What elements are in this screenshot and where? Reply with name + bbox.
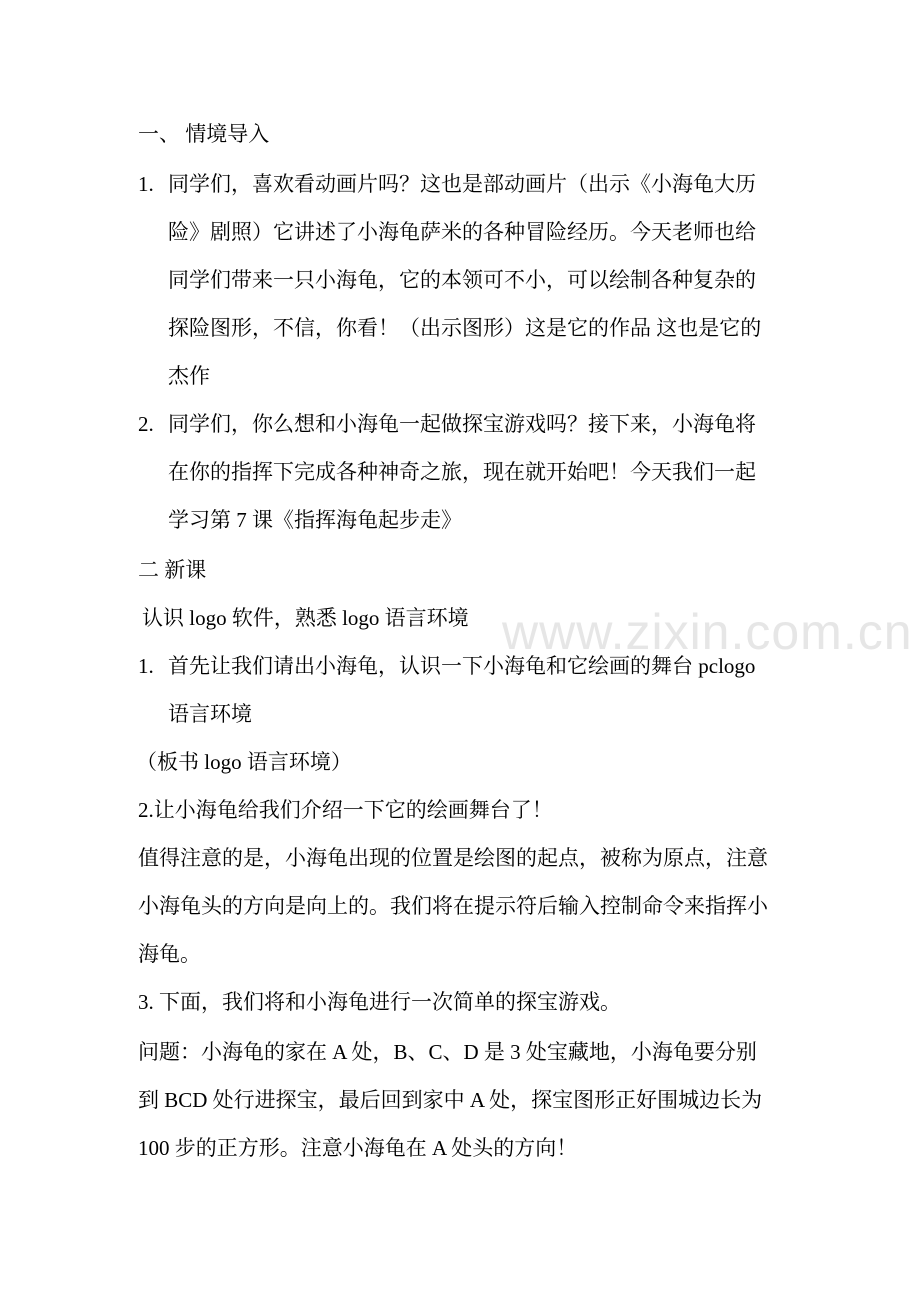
paragraph-line: 值得注意的是，小海龟出现的位置是绘图的起点，被称为原点，注意 xyxy=(138,846,768,870)
paragraph-line: 小海龟头的方向是向上的。我们将在提示符后输入控制命令来指挥小 xyxy=(138,894,768,918)
paragraph-line: 语言环境 xyxy=(168,702,252,726)
board-note: （板书 logo 语言环境） xyxy=(136,750,352,774)
paragraph-line: 到 BCD 处行进探宝，最后回到家中 A 处，探宝图形正好围城边长为 xyxy=(138,1088,763,1112)
paragraph-line: 问题：小海龟的家在 A 处，B、C、D 是 3 处宝藏地，小海龟要分别 xyxy=(138,1040,757,1064)
paragraph-line: 探险图形，不信，你看！（出示图形）这是它的作品 这也是它的 xyxy=(168,316,762,340)
list-number: 1. xyxy=(138,654,154,678)
watermark: www.zixin.com.cn xyxy=(502,604,913,660)
paragraph-line: 海龟。 xyxy=(138,942,201,966)
paragraph-line: 首先让我们请出小海龟，认识一下小海龟和它绘画的舞台 pclogo xyxy=(168,654,756,678)
paragraph-line: 杰作 xyxy=(168,364,210,388)
paragraph-line: 同学们带来一只小海龟，它的本领可不小，可以绘制各种复杂的 xyxy=(168,268,756,292)
paragraph-line: 学习第 7 课《指挥海龟起步走》 xyxy=(168,508,462,532)
section-heading-1: 一、 情境导入 xyxy=(138,122,270,146)
list-number: 1. xyxy=(138,172,154,196)
paragraph-line: 100 步的正方形。注意小海龟在 A 处头的方向！ xyxy=(138,1136,578,1160)
list-number: 2. xyxy=(138,412,154,436)
paragraph-line: 在你的指挥下完成各种神奇之旅，现在就开始吧！今天我们一起 xyxy=(168,460,756,484)
paragraph-line: 同学们，喜欢看动画片吗？这也是部动画片（出示《小海龟大历 xyxy=(168,172,756,196)
section-intro: 认识 logo 软件，熟悉 logo 语言环境 xyxy=(142,606,469,630)
paragraph-line: 同学们，你么想和小海龟一起做探宝游戏吗？接下来，小海龟将 xyxy=(168,412,756,436)
paragraph-line: 2.让小海龟给我们介绍一下它的绘画舞台了！ xyxy=(138,798,553,822)
section-heading-2: 二 新课 xyxy=(138,558,207,582)
paragraph-line: 3. 下面，我们将和小海龟进行一次简单的探宝游戏。 xyxy=(138,990,621,1014)
paragraph-line: 险》剧照）它讲述了小海龟萨米的各种冒险经历。今天老师也给 xyxy=(168,220,756,244)
